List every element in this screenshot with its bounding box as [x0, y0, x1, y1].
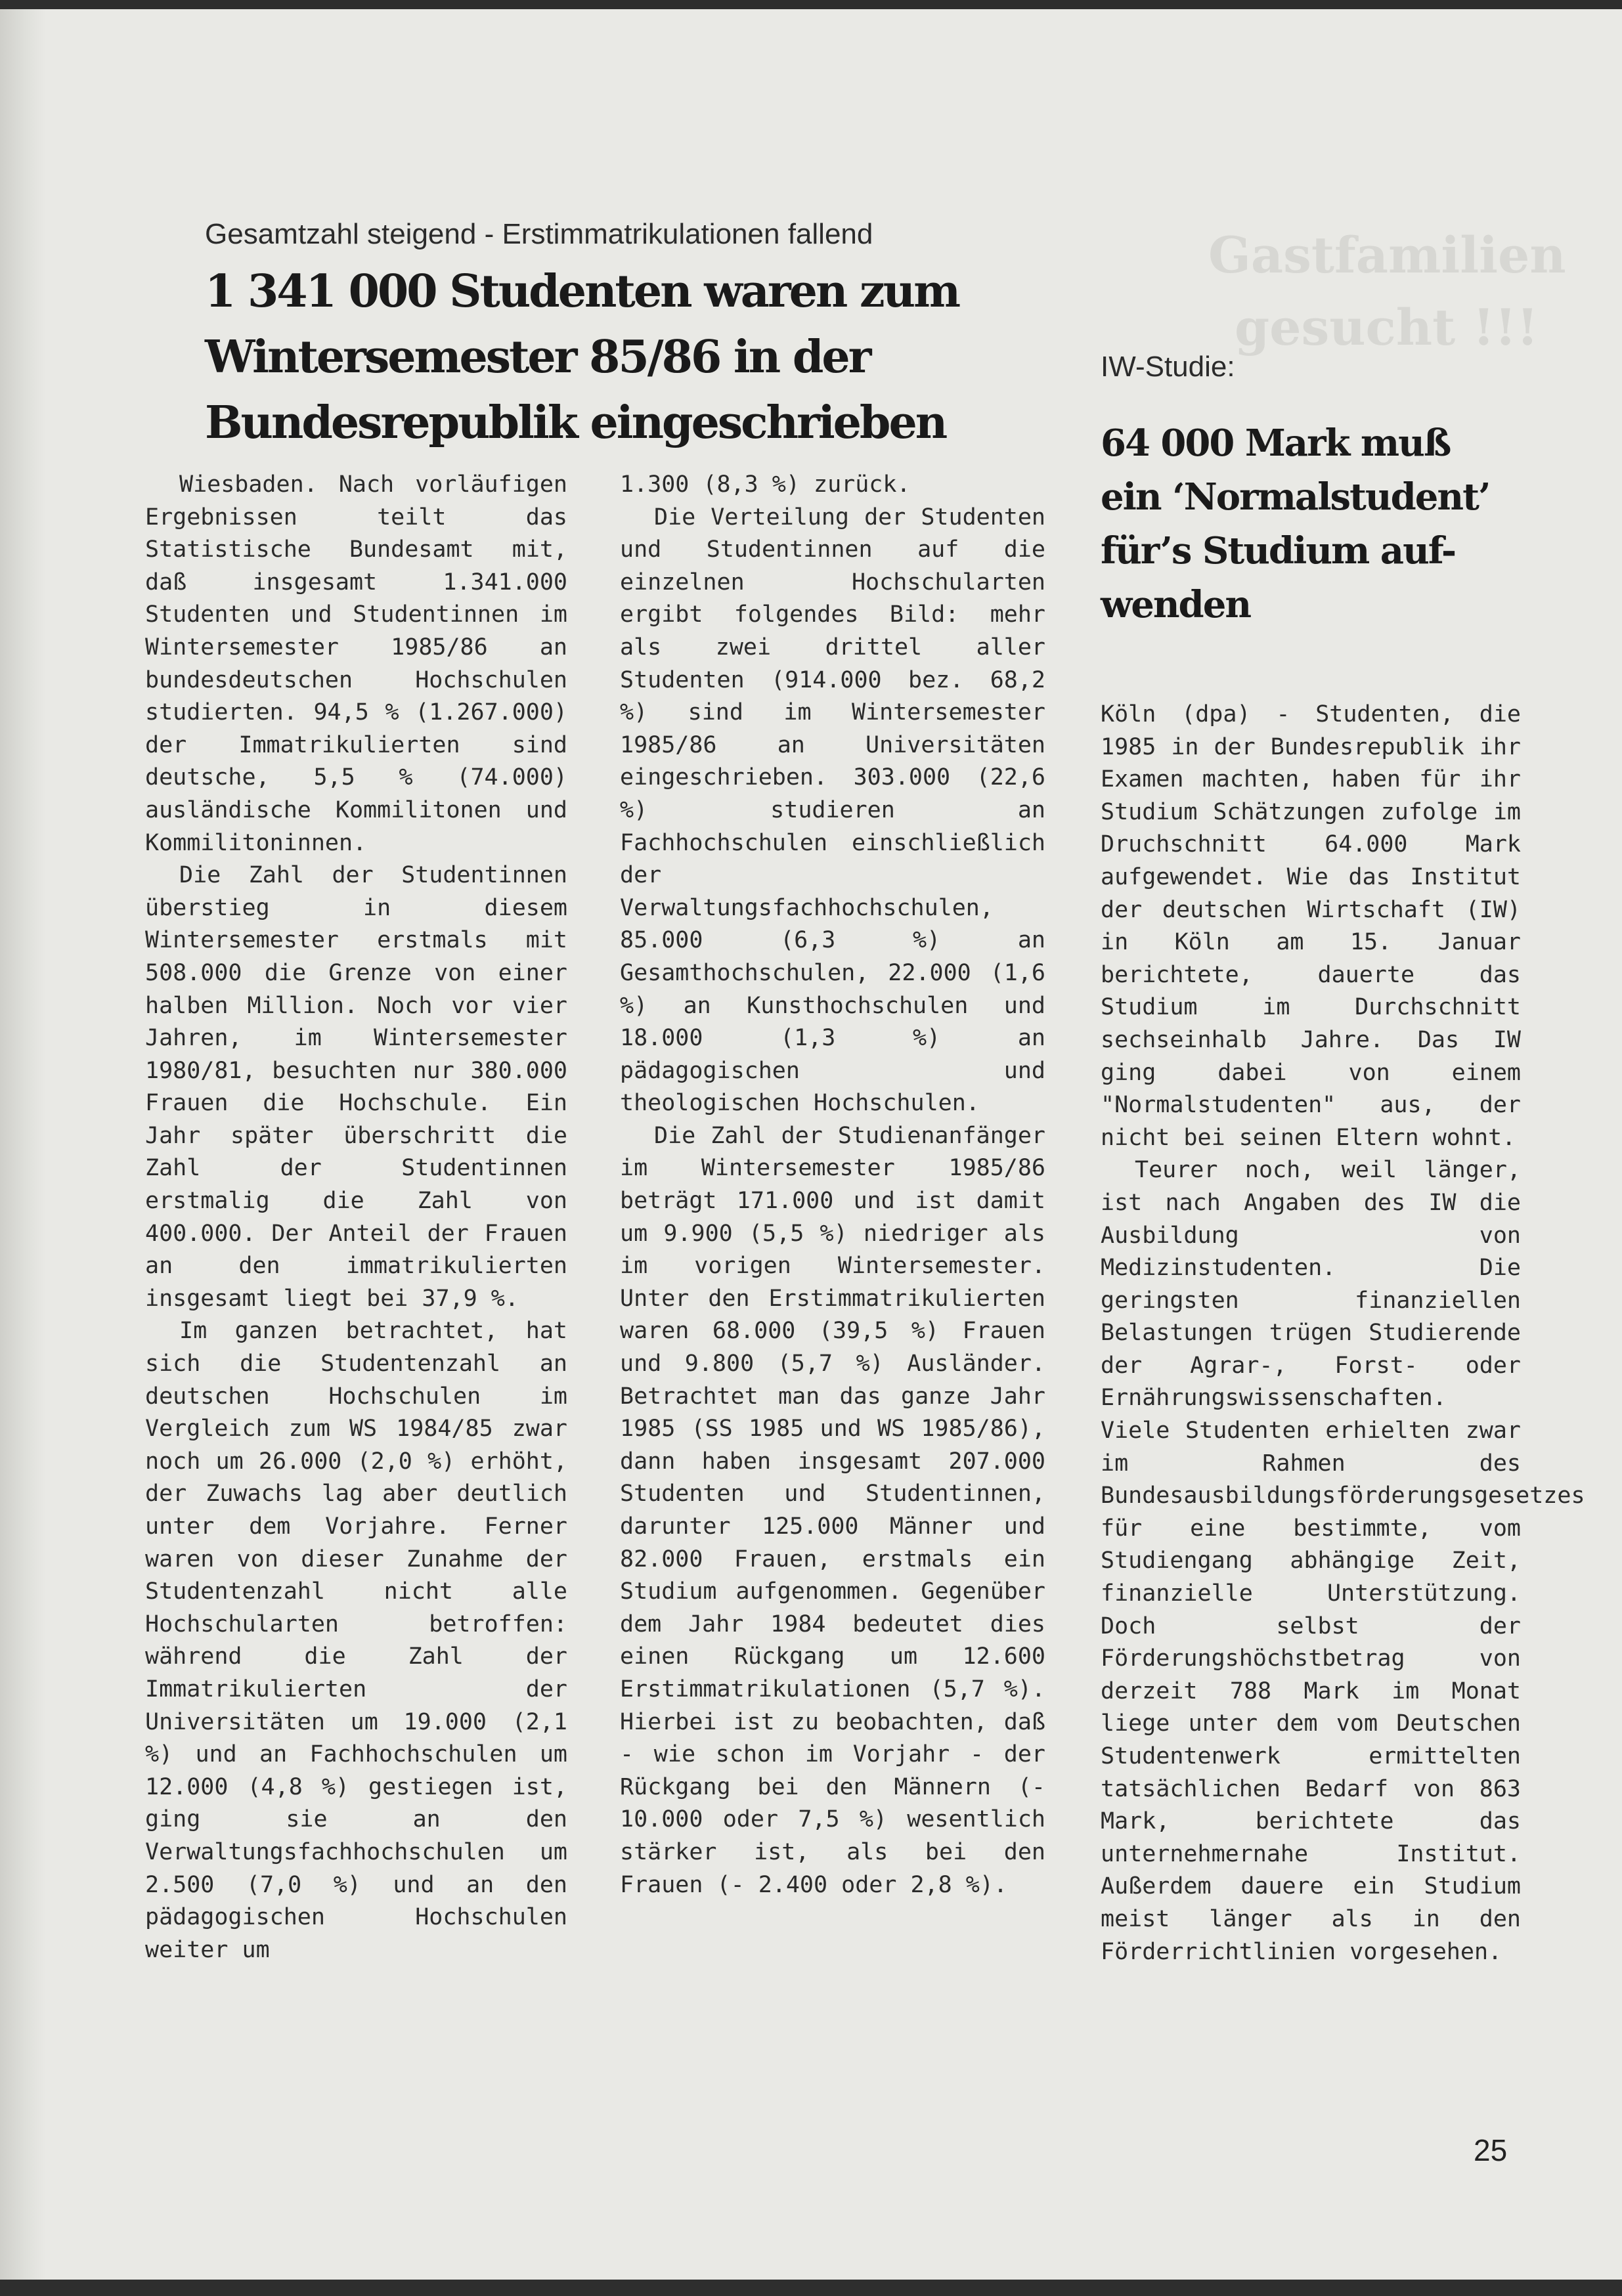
- headline-line: Wintersemester 85/86 in der: [205, 331, 870, 383]
- paragraph: Köln (dpa) - Studenten, die 1985 in der Bundesrepublik ihr Examen machten, haben für ihr Studium Schätzungen zufolge im Druchschnitt 64.000 Mark aufgewendet. Wie das Institut der deutschen Wirtschaft (IW) in Köln am 15. Januar berichtete, dauerte das Studium im Durchschnitt sechseinhalb Jahre. Das IW ging dabei von einem "Normalstudenten" aus, der nicht bei seinen Eltern wohnt.: [1101, 701, 1521, 1151]
- paragraph: Die Zahl der Studienanfänger im Wintersemester 1985/86 beträgt 171.000 und ist damit um 9.900 (5,5 %) niedriger als im vorigen Wintersemester. Unter den Erstimmatrikulierten waren 68.000 (39,5 %) Frauen und 9.800 (5,7 %) Ausländer. Betrachtet man das ganze Jahr 1985 (SS 1985 und WS 1985/86), dann haben insgesamt 207.000 Studenten und Studentinnen, darunter 125.000 Männer und 82.000 Frauen, erstmals ein Studium aufgenommen. Gegenüber dem Jahr 1984 bedeutet dies einen Rückgang um 12.600 Erstimmatrikulationen (5,7 %). Hierbei ist zu beobachten, daß - wie schon im Vorjahr - der Rückgang bei den Männern (- 10.000 oder 7,5 %) wesentlich stärker ist, als bei den Frauen (- 2.400 oder 2,8 %).: [620, 1122, 1045, 1898]
- paragraph: Die Zahl der Studentinnen überstieg in diesem Wintersemester erstmals mit 508.000 die Grenze von einer halben Million. Noch vor vier Jahren, im Wintersemester 1980/81, besuchten nur 380.000 Frauen die Hochschule. Ein Jahr später überschritt die Zahl der Studentinnen erstmalig die Zahl von 400.000. Der Anteil der Frauen an den immatrikulierten insgesamt liegt bei 37,9 %.: [145, 862, 567, 1312]
- headline-line: für’s Studium auf-: [1101, 529, 1456, 573]
- headline-line: ein ‘Normalstudent’: [1101, 475, 1490, 519]
- paragraph: Wiesbaden. Nach vorläufigen Ergebnissen teilt das Statistische Bundesamt mit, daß insgesamt 1.341.000 Studenten und Studentinnen im Wintersemester 1985/86 an bundesdeutschen Hochschulen studierten. 94,5 % (1.267.000) der Immatrikulierten sind deutsche, 5,5 % (74.000) ausländische Kommilitonen und Kommilitoninnen.: [145, 471, 567, 856]
- headline-line: 64 000 Mark muß: [1101, 422, 1451, 465]
- article-column-2: [620, 469, 1045, 1901]
- headline-line: wenden: [1101, 583, 1251, 626]
- paragraph: Teurer noch, weil länger, ist nach Angaben des IW die Ausbildung von Medizinstudenten. Die geringsten finanziellen Belastungen trügen Studierende der Agrar-, Forst- oder Ernährungswissenschaften. Viele Studenten erhielten zwar im Rahmen des Bundesausbildungsförderungsgesetzes für eine bestimmte, vom Studiengang abhängige Zeit, finanzielle Unterstützung. Doch selbst der Förderungshöchstbetrag von derzeit 788 Mark im Monat liege unter dem vom Deutschen Studentenwerk ermittelten tatsächlichen Bedarf von 863 Mark, berichtete das unternehmernahe Institut. Außerdem dauere ein Studium meist länger als in den Förderrichtlinien vorgesehen.: [1101, 1157, 1585, 1965]
- showthrough-text: gesucht !!!: [1235, 298, 1539, 357]
- showthrough-text: Gastfamilien: [1208, 226, 1566, 284]
- sidebar-kicker: IW-Studie:: [1101, 351, 1235, 383]
- paragraph: 1.300 (8,3 %) zurück.: [620, 471, 911, 498]
- magazine-page: [0, 9, 1622, 2280]
- binding-gutter: [0, 9, 46, 2280]
- article-headline: [205, 259, 959, 456]
- page-number: 25: [1474, 2133, 1508, 2167]
- article-column-1: [145, 469, 567, 1966]
- headline-line: Bundesrepublik eingeschrieben: [205, 397, 946, 449]
- article-kicker: Gesamtzahl steigend - Erstimmatrikulationen fallend: [205, 218, 873, 250]
- sidebar-headline: [1101, 416, 1489, 632]
- sidebar-column: [1101, 699, 1585, 1968]
- paragraph: Im ganzen betrachtet, hat sich die Studentenzahl an deutschen Hochschulen im Vergleich zum WS 1984/85 zwar noch um 26.000 (2,0 %) erhöht, der Zuwachs lag aber deutlich unter dem Vorjahre. Ferner waren von dieser Zunahme der Studentenzahl nicht alle Hochschularten betroffen: während die Zahl der Immatrikulierten der Universitäten um 19.000 (2,1 %) und an Fachhochschulen um 12.000 (4,8 %) gestiegen ist, ging sie an den Verwaltungsfachhochschulen um 2.500 (7,0 %) und an den pädagogischen Hochschulen weiter um: [145, 1318, 567, 1963]
- paragraph: Die Verteilung der Studenten und Studentinnen auf die einzelnen Hochschularten ergibt folgendes Bild: mehr als zwei drittel aller Studenten (914.000 bez. 68,2 %) sind im Wintersemester 1985/86 an Universitäten eingeschrieben. 303.000 (22,6 %) studieren an Fachhochschulen einschließlich der Verwaltungsfachhochschulen, 85.000 (6,3 %) an Gesamthochschulen, 22.000 (1,6 %) an Kunsthochschulen und 18.000 (1,3 %) an pädagogischen und theologischen Hochschulen.: [620, 504, 1045, 1117]
- headline-line: 1 341 000 Studenten waren zum: [205, 265, 959, 318]
